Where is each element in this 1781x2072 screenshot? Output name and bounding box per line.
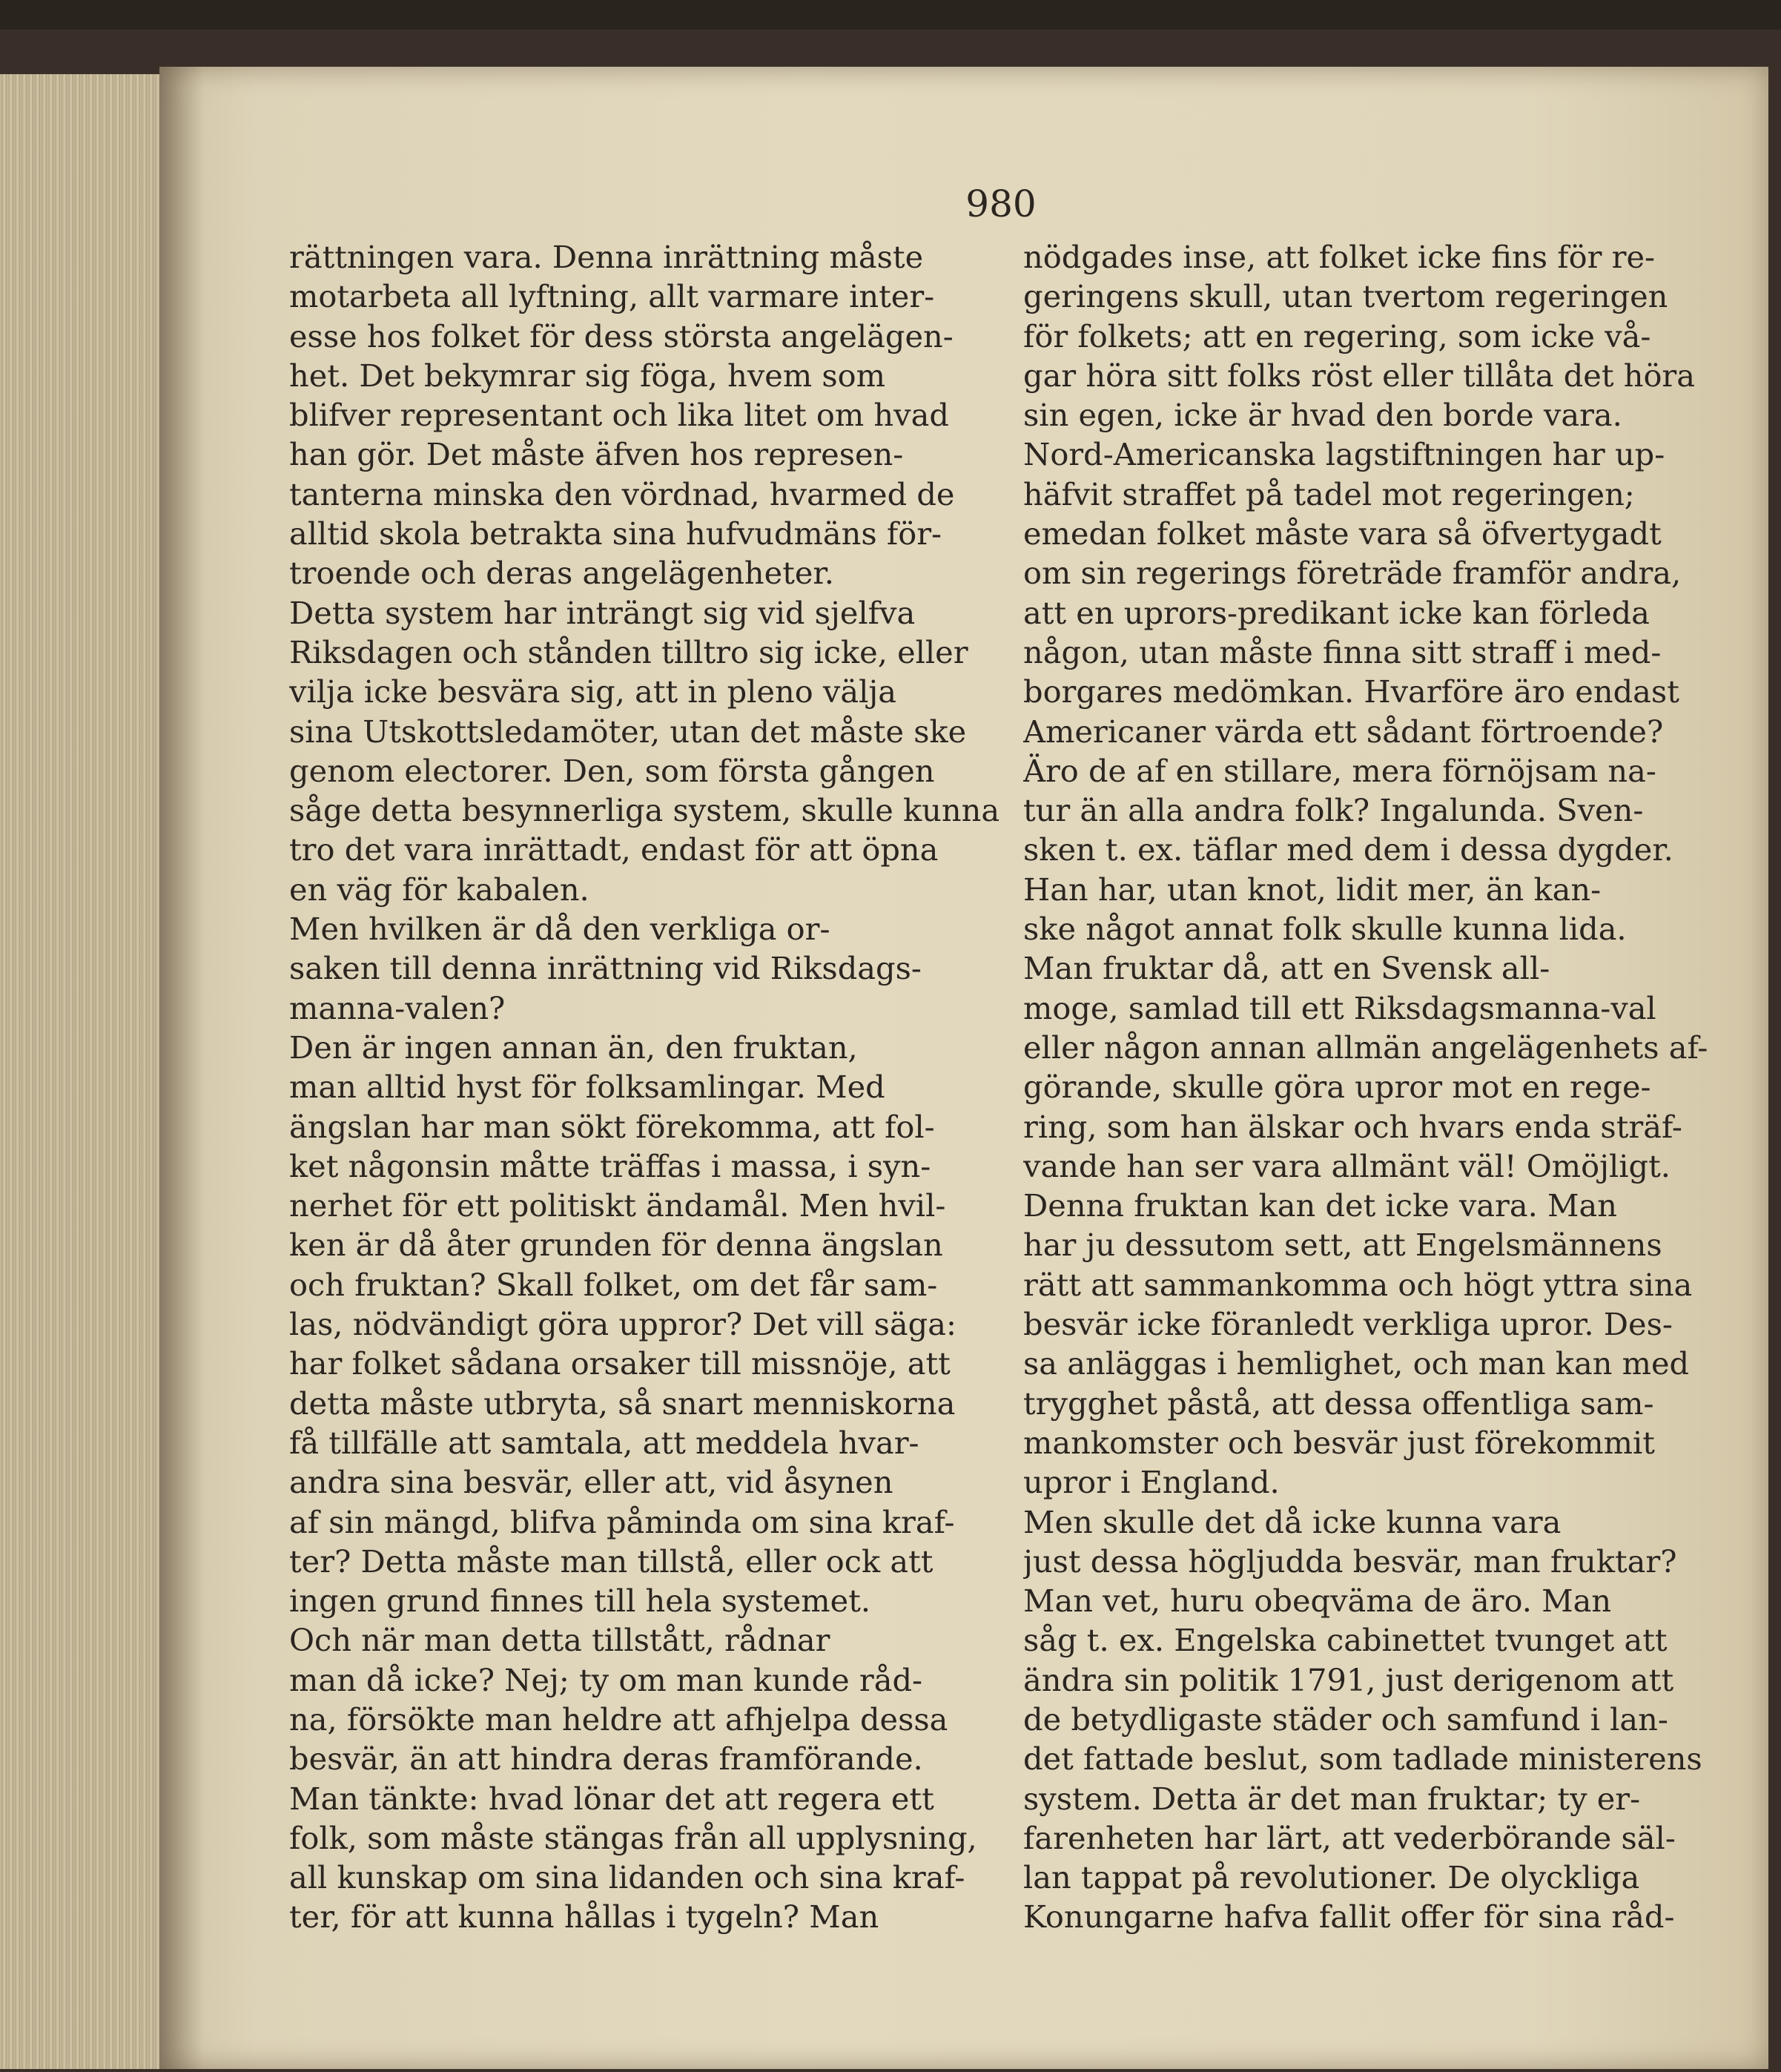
left-column-line: Den är ingen annan än, den fruktan, [289, 1029, 858, 1066]
right-column-line: lan tappat på revolutioner. De olyckliga [1023, 1859, 1640, 1896]
right-column-line: de betydligaste städer och samfund i lan- [1023, 1700, 1668, 1738]
left-column-line: vilja icke besvära sig, att in pleno välja [289, 673, 896, 710]
left-column-line: het. Det bekymrar sig föga, hvem som [289, 357, 886, 394]
right-column-line: görande, skulle göra upror mot en rege- [1023, 1069, 1651, 1106]
right-column-line: Men skulle det då icke kunna vara [1023, 1503, 1562, 1540]
right-text-column [1023, 237, 1742, 1937]
left-text-column [289, 237, 1001, 1937]
right-column-line: Nord-Americanska lagstiftningen har up- [1023, 436, 1665, 473]
right-column-line: vande han ser vara allmänt väl! Omöjligt. [1023, 1147, 1671, 1184]
right-column-line: Man vet, huru obeqväma de äro. Man [1023, 1583, 1612, 1620]
right-column-line: rätt att sammankomma och högt yttra sina [1023, 1266, 1693, 1303]
left-column-line: Man tänkte: hvad lönar det att regera ett [289, 1780, 934, 1817]
right-column-line: har ju dessutom sett, att Engelsmännens [1023, 1227, 1662, 1264]
left-column-line: manna-valen? [289, 989, 506, 1026]
right-column-line: ändra sin politik 1791, just derigenom att [1023, 1661, 1674, 1698]
right-column-line: trygghet påstå, att dessa offentliga sam- [1023, 1385, 1654, 1422]
left-column-line: alltid skola betrakta sina hufvudmäns för- [289, 515, 942, 552]
right-column-line: Äro de af en stillare, mera förnöjsam na- [1023, 752, 1656, 789]
left-column-line: en väg för kabalen. [289, 871, 589, 908]
left-column-line: troende och deras angelägenheter. [289, 555, 834, 592]
left-column-line: Detta system har inträngt sig vid sjelfva [289, 594, 916, 631]
right-column-line: såg t. ex. Engelska cabinettet tvunget att [1023, 1622, 1668, 1659]
left-column-line: såge detta besynnerliga system, skulle kunna [289, 792, 1000, 829]
left-column-line: sina Utskottsledamöter, utan det måste ske [289, 713, 967, 750]
right-column-line: någon, utan måste finna sitt straff i med- [1023, 633, 1662, 670]
right-column-line: sken t. ex. täflar med dem i dessa dygder. [1023, 831, 1673, 868]
page-number: 980 [965, 182, 1037, 225]
right-column-line: besvär icke föranledt verkliga upror. Des- [1023, 1306, 1673, 1343]
right-column-line: borgares medömkan. Hvarföre äro endast [1023, 673, 1679, 710]
left-column-line: andra sina besvär, eller att, vid åsynen [289, 1464, 893, 1501]
left-column-line: rättningen vara. Denna inrättning måste [289, 239, 924, 275]
gutter-shadow [159, 67, 204, 2069]
right-column-line: för folkets; att en regering, som icke vå- [1023, 317, 1651, 354]
right-column-line: Man fruktar då, att en Svensk all- [1023, 950, 1550, 987]
right-column-line: geringens skull, utan tvertom regeringen [1023, 278, 1668, 315]
left-column-line: detta måste utbryta, så snart menniskorna [289, 1385, 956, 1422]
left-column-line: na, försökte man heldre att afhjelpa dessa [289, 1700, 948, 1738]
right-column-line: gar höra sitt folks röst eller tillåta det höra [1023, 357, 1696, 394]
left-column-line: har folket sådana orsaker till missnöje, att [289, 1345, 951, 1382]
left-column-line: folk, som måste stängas från all upplysning, [289, 1819, 977, 1856]
left-column-line: af sin mängd, blifva påminda om sina kraf- [289, 1503, 955, 1540]
right-column-line: mankomster och besvär just förekommit [1023, 1424, 1655, 1461]
right-column-line: Han har, utan knot, lidit mer, än kan- [1023, 871, 1602, 908]
left-column-line: man då icke? Nej; ty om man kunde råd- [289, 1661, 923, 1698]
right-column-line: Americaner värda ett sådant förtroende? [1023, 713, 1664, 750]
right-column-line: farenheten har lärt, att vederbörande säl- [1023, 1819, 1676, 1856]
left-column-line: man alltid hyst för folksamlingar. Med [289, 1069, 885, 1106]
left-column-line: tro det vara inrättadt, endast för att öpna [289, 831, 939, 868]
left-column-line: ket någonsin måtte träffas i massa, i syn- [289, 1147, 931, 1184]
right-column-line: om sin regerings företräde framför andra, [1023, 555, 1682, 592]
right-column-line: moge, samlad till ett Riksdagsmanna-val [1023, 989, 1656, 1026]
left-column-line: tanterna minska den vördnad, hvarmed de [289, 475, 955, 512]
right-column-line: Denna fruktan kan det icke vara. Man [1023, 1187, 1617, 1224]
page-edges [0, 74, 163, 2069]
left-column-line: ter, för att kunna hållas i tygeln? Man [289, 1898, 879, 1936]
left-column-line: esse hos folket för dess största angelägen- [289, 317, 954, 354]
right-column-line: system. Detta är det man fruktar; ty er- [1023, 1780, 1641, 1817]
left-column-line: Men hvilken är då den verkliga or- [289, 911, 830, 948]
right-column-line: upror i England. [1023, 1464, 1280, 1501]
right-column-line: häfvit straffet på tadel mot regeringen; [1023, 475, 1635, 512]
right-column-line: att en uprors-predikant icke kan förleda [1023, 594, 1650, 631]
right-column-line: sin egen, icke är hvad den borde vara. [1023, 397, 1622, 434]
left-column-line: genom electorer. Den, som första gången [289, 752, 935, 789]
left-column-line: nerhet för ett politiskt ändamål. Men hvil- [289, 1187, 946, 1224]
right-column-line: Konungarne hafva fallit offer för sina råd- [1023, 1898, 1675, 1936]
left-column-line: ingen grund finnes till hela systemet. [289, 1583, 871, 1620]
left-column-line: och fruktan? Skall folket, om det får sam- [289, 1266, 938, 1303]
left-column-line: las, nödvändigt göra uppror? Det vill säga: [289, 1306, 956, 1343]
right-column-line: sa anläggas i hemlighet, och man kan med [1023, 1345, 1690, 1382]
left-column-line: Och när man detta tillstått, rådnar [289, 1622, 830, 1659]
right-column-line: nödgades inse, att folket icke fins för re- [1023, 239, 1656, 275]
left-column-line: ängslan har man sökt förekomma, att fol- [289, 1108, 935, 1145]
left-column-line: saken till denna inrättning vid Riksdags- [289, 950, 922, 987]
left-column-line: motarbeta all lyftning, allt varmare inter- [289, 278, 935, 315]
right-column-line: eller någon annan allmän angelägenhets af- [1023, 1029, 1708, 1066]
left-column-line: han gör. Det måste äfven hos represen- [289, 436, 904, 473]
left-column-line: få tillfälle att samtala, att meddela hvar- [289, 1424, 919, 1461]
left-column-line: blifver representant och lika litet om hvad [289, 397, 949, 434]
right-column-line: ske något annat folk skulle kunna lida. [1023, 911, 1627, 948]
right-column-line: det fattade beslut, som tadlade ministerens [1023, 1741, 1702, 1778]
left-column-line: all kunskap om sina lidanden och sina kraf- [289, 1859, 965, 1896]
right-column-line: just dessa högljudda besvär, man fruktar? [1023, 1543, 1677, 1580]
right-column-line: ring, som han älskar och hvars enda sträf- [1023, 1108, 1682, 1145]
left-column-line: ken är då åter grunden för denna ängslan [289, 1227, 943, 1264]
left-column-line: besvär, än att hindra deras framförande. [289, 1741, 923, 1778]
left-column-line: ter? Detta måste man tillstå, eller ock att [289, 1543, 934, 1580]
left-column-line: Riksdagen och stånden tilltro sig icke, eller [289, 633, 968, 670]
right-column-line: tur än alla andra folk? Ingalunda. Sven- [1023, 792, 1644, 829]
right-column-line: emedan folket måste vara så öfvertygadt [1023, 515, 1662, 552]
